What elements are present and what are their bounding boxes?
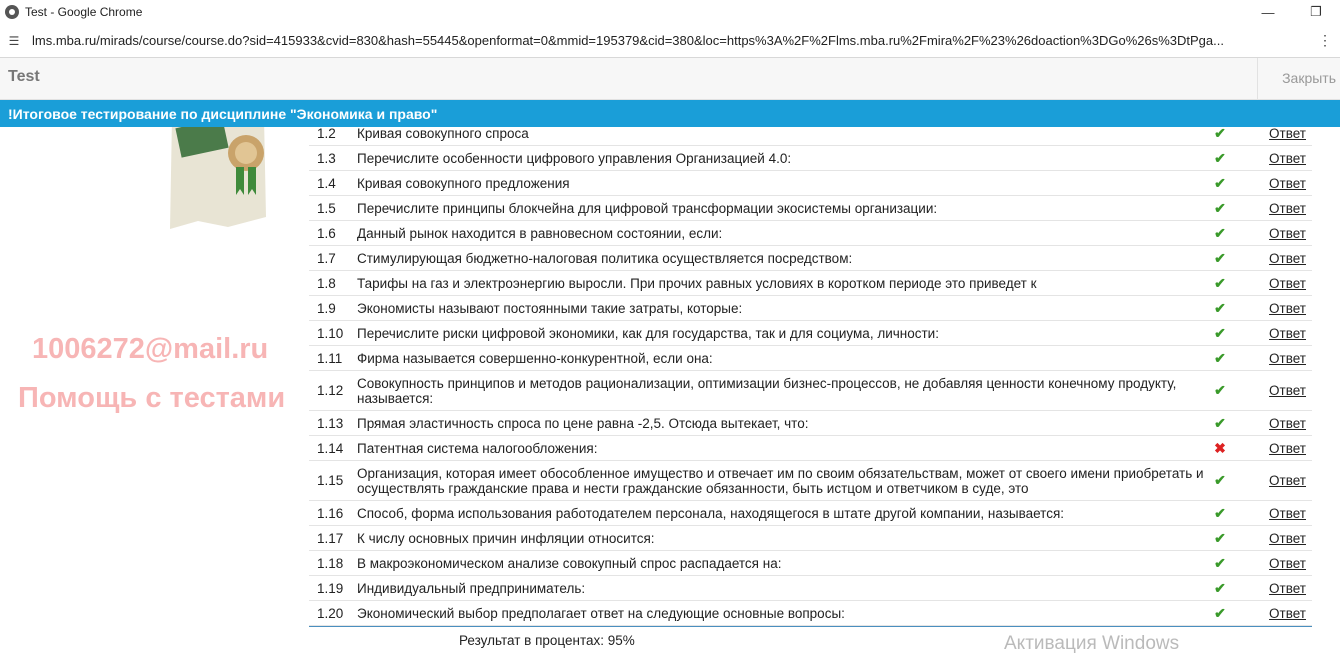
content-area	[0, 127, 1340, 656]
test-title: !Итоговое тестирование по дисциплине "Экономика и право"	[8, 106, 438, 122]
check-icon: ✔	[1214, 149, 1226, 166]
answer-link[interactable]: Ответ	[1269, 300, 1306, 316]
check-icon: ✔	[1214, 127, 1226, 141]
check-icon: ✔	[1214, 414, 1226, 431]
question-text: Перечислите риски цифровой экономики, как для государства, так и для социума, личности:	[357, 325, 939, 341]
table-row	[309, 526, 1312, 551]
question-text: Кривая совокупного спроса	[357, 127, 529, 141]
table-row	[309, 127, 1312, 146]
answer-link[interactable]: Ответ	[1269, 200, 1306, 216]
question-number: 1.10	[317, 325, 344, 341]
answer-link[interactable]: Ответ	[1269, 150, 1306, 166]
question-number: 1.5	[317, 200, 336, 216]
table-row	[309, 146, 1312, 171]
check-icon: ✔	[1214, 274, 1226, 291]
browser-titlebar	[0, 0, 1340, 24]
answer-link[interactable]: Ответ	[1269, 325, 1306, 341]
restore-icon[interactable]: ❐	[1310, 4, 1322, 19]
table-row	[309, 221, 1312, 246]
answer-link[interactable]: Ответ	[1269, 530, 1306, 546]
window-controls	[1244, 0, 1340, 24]
answer-link[interactable]: Ответ	[1269, 350, 1306, 366]
cross-icon: ✖	[1214, 439, 1226, 456]
question-number: 1.11	[317, 350, 343, 366]
answer-link[interactable]: Ответ	[1269, 555, 1306, 571]
app-title: Test	[8, 68, 40, 85]
question-text: Фирма называется совершенно-конкурентной, если она:	[357, 350, 713, 366]
question-text: Данный рынок находится в равновесном состоянии, если:	[357, 225, 723, 241]
question-number: 1.20	[317, 605, 344, 621]
question-text: Кривая совокупного предложения	[357, 175, 570, 191]
check-icon: ✔	[1214, 224, 1226, 241]
question-number: 1.17	[317, 530, 344, 546]
answer-link[interactable]: Ответ	[1269, 250, 1306, 266]
check-icon: ✔	[1214, 324, 1226, 341]
check-icon: ✔	[1214, 472, 1226, 488]
table-row	[309, 501, 1312, 526]
check-icon: ✔	[1214, 382, 1226, 398]
table-row	[309, 246, 1312, 271]
minimize-icon[interactable]: —	[1261, 4, 1275, 20]
question-text: Совокупность принципов и методов рационализации, оптимизации бизнес-процессов, не добавляя ценности конечному продукту, называется:	[357, 375, 1177, 406]
table-row	[309, 436, 1312, 461]
check-icon: ✔	[1214, 199, 1226, 216]
question-text: Перечислите принципы блокчейна для цифровой трансформации экосистемы организации:	[357, 200, 938, 216]
check-icon: ✔	[1214, 604, 1226, 621]
watermark-tagline: Помощь с тестами	[18, 382, 286, 414]
table-row	[309, 576, 1312, 601]
answer-link[interactable]: Ответ	[1269, 580, 1306, 596]
check-icon: ✔	[1214, 529, 1226, 546]
watermark-email: 1006272@mail.ru	[32, 333, 269, 365]
check-icon: ✔	[1214, 174, 1226, 191]
table-row	[309, 196, 1312, 221]
question-number: 1.8	[317, 275, 336, 291]
question-text: Организация, которая имеет обособленное имущество и отвечает им по своим обязательствам, может от своего имени приобретать и осуществлять гражданские права и нести гражданские обязанности, быть истцом и ответчиком в суде, это	[357, 465, 1204, 496]
question-number: 1.9	[317, 300, 336, 316]
close-button[interactable]: Закрыть	[1257, 58, 1336, 100]
table-row	[309, 346, 1312, 371]
question-text: Экономический выбор предполагает ответ на следующие основные вопросы:	[357, 605, 845, 621]
question-number: 1.13	[317, 415, 344, 431]
score-text: Результат в процентах: 95%	[459, 633, 635, 648]
table-row	[309, 551, 1312, 576]
table-row	[309, 296, 1312, 321]
question-text: В макроэкономическом анализе совокупный спрос распадается на:	[357, 555, 782, 571]
address-bar	[0, 24, 1340, 58]
check-icon: ✔	[1214, 504, 1226, 521]
check-icon: ✔	[1214, 554, 1226, 571]
windows-activation-watermark: Активация Windows	[1004, 633, 1180, 654]
question-text: Перечислите особенности цифрового управления Организацией 4.0:	[357, 150, 792, 166]
question-number: 1.16	[317, 505, 344, 521]
question-number: 1.12	[317, 383, 344, 398]
window-title: Test - Google Chrome	[25, 5, 143, 19]
question-text: Экономисты называют постоянными такие затраты, которые:	[357, 300, 743, 316]
answer-link[interactable]: Ответ	[1269, 275, 1306, 291]
table-row	[309, 371, 1312, 411]
question-number: 1.7	[317, 250, 336, 266]
table-row	[309, 601, 1312, 626]
question-text: Патентная система налогообложения:	[357, 440, 598, 456]
question-text: Способ, форма использования работодателем персонала, находящегося в штате другой компании, называется:	[357, 505, 1065, 521]
answer-link[interactable]: Ответ	[1269, 127, 1306, 141]
question-number: 1.6	[317, 225, 336, 241]
question-number: 1.19	[317, 580, 344, 596]
app-header	[0, 58, 1340, 100]
answer-link[interactable]: Ответ	[1269, 225, 1306, 241]
more-icon[interactable]: ⋮	[1318, 32, 1332, 48]
check-icon: ✔	[1214, 299, 1226, 316]
answer-link[interactable]: Ответ	[1269, 605, 1306, 621]
table-row	[309, 321, 1312, 346]
site-settings-icon[interactable]: ☰	[8, 33, 20, 48]
question-number: 1.2	[317, 127, 336, 141]
answer-link[interactable]: Ответ	[1269, 473, 1306, 488]
table-row	[309, 411, 1312, 436]
answer-link[interactable]: Ответ	[1269, 440, 1306, 456]
test-banner	[0, 100, 1340, 127]
question-text: Тарифы на газ и электроэнергию выросли. При прочих равных условиях в коротком периоде это приведет к	[357, 275, 1037, 291]
certificate-icon	[168, 127, 270, 237]
url-field[interactable]: lms.mba.ru/mirads/course/course.do?sid=415933&cvid=830&hash=55445&openformat=0&mmid=195379&cid=380&loc=https%3A%2F%2Flms.mba.ru%2Fmira%2F%23%26doaction%3DGo%26s%3DtPga...	[32, 33, 1224, 48]
table-row	[309, 271, 1312, 296]
answer-link[interactable]: Ответ	[1269, 175, 1306, 191]
check-icon: ✔	[1214, 579, 1226, 596]
answer-link[interactable]: Ответ	[1269, 415, 1306, 431]
question-number: 1.14	[317, 440, 344, 456]
question-text: Прямая эластичность спроса по цене равна -2,5. Отсюда вытекает, что:	[357, 415, 809, 431]
check-icon: ✔	[1214, 249, 1226, 266]
question-text: Стимулирующая бюджетно-налоговая политика осуществляется посредством:	[357, 250, 853, 266]
question-number: 1.15	[317, 473, 344, 488]
check-icon: ✔	[1214, 349, 1226, 366]
table-row	[309, 461, 1312, 501]
answer-link[interactable]: Ответ	[1269, 383, 1306, 398]
question-text: К числу основных причин инфляции относится:	[357, 530, 655, 546]
question-number: 1.18	[317, 555, 344, 571]
answer-link[interactable]: Ответ	[1269, 505, 1306, 521]
results-table	[309, 127, 1312, 627]
question-number: 1.3	[317, 150, 336, 166]
question-text: Индивидуальный предприниматель:	[357, 580, 586, 596]
chrome-icon	[5, 5, 19, 19]
question-number: 1.4	[317, 175, 336, 191]
table-row	[309, 171, 1312, 196]
